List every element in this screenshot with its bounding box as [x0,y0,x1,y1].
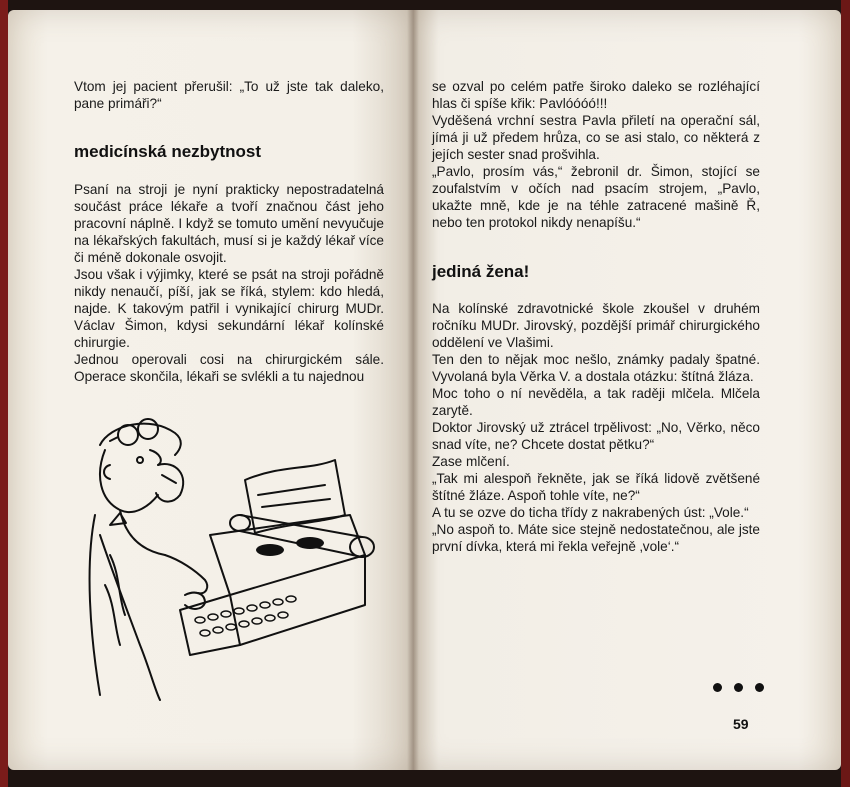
paragraph: Doktor Jirovský už ztrácel trpělivost: „No, Věrko, něco snad víte, ne? Chcete dostat pětku?“ [432,420,760,452]
paragraph: Jednou operovali cosi na chirurgickém sále. Operace skončila, lékaři se svlékli a tu najednou [74,352,384,384]
right-text-column-top [432,78,760,231]
goggle-right-icon [138,419,158,439]
section-end-dots [713,683,764,692]
dot-icon [713,683,722,692]
paragraph: Zase mlčení. [432,454,510,469]
left-text-column [74,78,384,385]
paragraph: A tu se ozve do ticha třídy z nakrabených úst: „Vole.“ [432,505,749,520]
paragraph: Vyděšená vrchní sestra Pavla přiletí na operační sál, jímá ji už předem hrůza, co se asi stalo, co některá z jejích sester snad prošvihla. [432,113,760,162]
book-gutter [407,10,419,770]
typewriter-illustration [80,405,380,705]
paragraph: Psaní na stroji je nyní prakticky nepostradatelná součást práce lékaře a tvoří značnou část jeho pracovní náplně. I když se tomuto umění nevyučuje na lékařských fakultách, musí si je každý lékař více či méně dokonale osvojit. [74,182,384,265]
paragraph: „Tak mi alespoň řekněte, jak se říká lidově zvětšené štítné žláze. Aspoň tohle víte, ne?“ [432,471,760,503]
paragraph: „Pavlo, prosím vás,“ žebronil dr. Šimon, stojící se zoufalstvím v očích nad psacím strojem, „Pavlo, ukažte mně, kde je na téhle zatracené mašině Ř, nebo ten protokol nikdy nenapíšu.“ [432,164,760,230]
paragraph: Na kolínské zdravotnické škole zkoušel v druhém ročníku MUDr. Jirovský, pozdější primář chirurgického oddělení ve Vlašimi. [432,301,760,350]
paragraph: Ten den to nějak moc nešlo, známky padaly špatné. Vyvolaná byla Věrka V. a dostala otázku: štítná žláza. [432,352,760,384]
book-edge-left [0,0,8,787]
intro-paragraph: Vtom jej pacient přerušil: „To už jste tak daleko, pane primáři?“ [74,79,384,111]
paragraph: se ozval po celém patře široko daleko se rozléhající hlas či spíše křik: Pavlóóóó!!! [432,79,760,111]
paragraph: Jsou však i výjimky, které se psát na stroji pořádně nikdy nenaučí, píší, jak se říká, stylem: kdo hledá, najde. K takovým patřil i vynikající chirurg MUDr. Václav Šimon, kdysi sekundární lékař kolínské chirurgie. [74,267,384,350]
dot-icon [755,683,764,692]
dot-icon [734,683,743,692]
page-number: 59 [733,716,749,732]
section-title-jedina-zena: jediná žena! [432,262,530,281]
paragraph: Moc toho o ní nevěděla, a tak raději mlčela. Mlčela zarytě. [432,386,760,418]
paragraph: „No aspoň to. Máte sice stejně nedostatečnou, ale jste první dívka, která mi řekla veřejně ‚vole‘.“ [432,522,760,554]
section-title-medicinska: medicínská nezbytnost [74,142,262,161]
book-edge-right [841,0,850,787]
right-text-column-bottom [432,262,760,555]
